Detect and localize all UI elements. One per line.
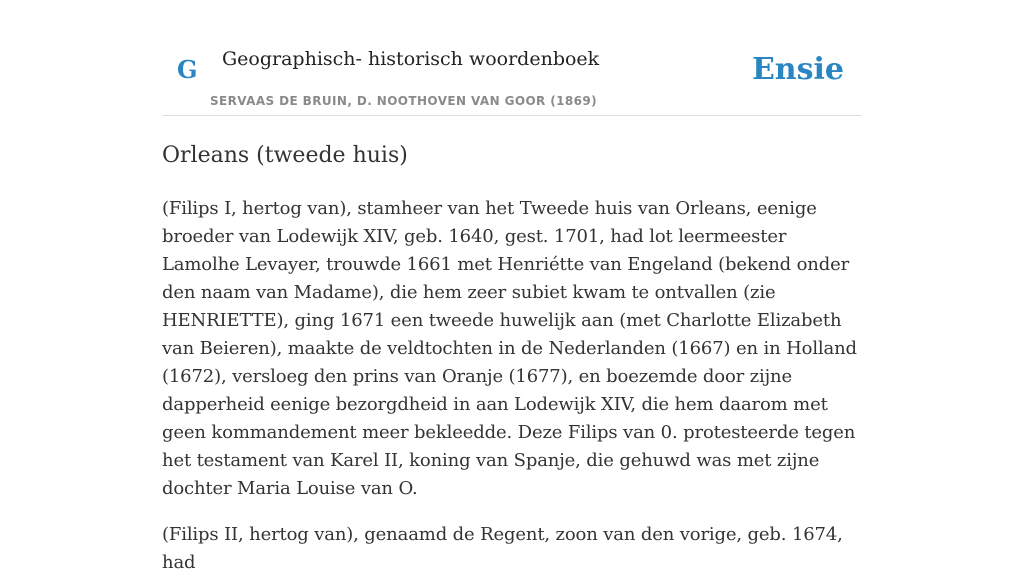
book-title-link[interactable]: Geographisch- historisch woordenboek bbox=[222, 48, 600, 70]
book-header bbox=[162, 44, 862, 116]
entry-title: Orleans (tweede huis) bbox=[162, 143, 408, 168]
page bbox=[162, 0, 862, 577]
book-letter-icon[interactable]: G bbox=[177, 55, 198, 84]
ensie-logo[interactable]: Ensie bbox=[751, 52, 844, 87]
book-authors: SERVAAS DE BRUIN, D. NOOTHOVEN VAN GOOR (1869) bbox=[210, 94, 598, 108]
entry-paragraph: (Filips I, hertog van), stamheer van het Tweede huis van Orleans, eenige broeder van Lodewijk XIV, geb. 1640, gest. 1701, had lot leermeester Lamolhe Levayer, trouwde 1661 met Henriétte van Engeland (bekend onder den naam van Madame), die hem zeer subiet kwam te ontvallen (zie HENRIETTE), ging 1671 een tweede huwelijk aan (met Charlotte Elizabeth van Beieren), maakte de veldtochten in de Nederlanden (1667) en in Holland (1672), versloeg den prins van Oranje (1677), en boezemde door zijne dapperheid eenige bezorgdheid in aan Lodewijk XIV, die hem daarom met geen kommandement meer bekleedde. Deze Filips van 0. protesteerde tegen het testament van Karel II, koning van Spanje, die gehuwd was met zijne dochter Maria Louise van O. bbox=[162, 198, 857, 499]
entry-paragraph: (Filips II, hertog van), genaamd de Regent, zoon van den vorige, geb. 1674, had bbox=[162, 524, 843, 573]
